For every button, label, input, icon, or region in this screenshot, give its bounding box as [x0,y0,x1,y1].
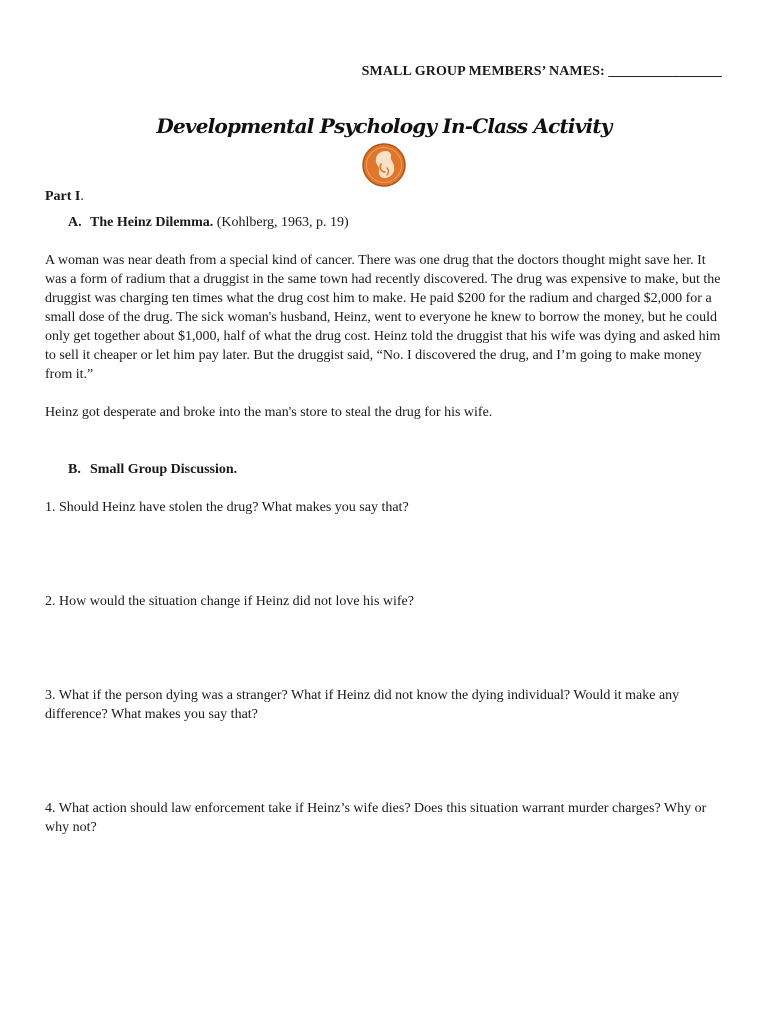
discussion-question-1: 1. Should Heinz have stolen the drug? What makes you say that? [45,500,409,515]
discussion-question-3: 3. What if the person dying was a stranger? What if Heinz did not know the dying individual? Would it make any difference? What makes you say that? [45,688,680,722]
heinz-story-paragraph: A woman was near death from a special kind of cancer. There was one drug that the doctors thought might save her. It was a form of radium that a druggist in the same town had recently discovered. The drug was expensive to make, but the druggist was charging ten times what the drug cost him to make. He paid $200 for the radium and charged $2,000 for a small dose of the drug. The sick woman's husband, Heinz, went to everyone he knew to borrow the money, but he could only get together about $1,000, half of what the drug cost. Heinz told the druggist that his wife was dying and asked him to sell it cheaper or let him pay later. But the druggist said, “No. I discovered the drug, and I’m going to make money from it.” [45,253,721,382]
section-a-citation: (Kohlberg, 1963, p. 19) [213,215,349,230]
part-heading [45,187,725,206]
heinz-story-ending: Heinz got desperate and broke into the man's store to steal the drug for his wife. [45,405,493,420]
section-b-letter: B. [68,462,81,477]
section-b-title: Small Group Discussion. [90,462,238,477]
group-members-names-line: SMALL GROUP MEMBERS’ NAMES: ________________ [361,64,722,79]
fetus-icon [362,142,406,188]
discussion-question-4: 4. What action should law enforcement take if Heinz’s wife dies? Does this situation warrant murder charges? Why or why not? [45,801,707,835]
section-a-heading [68,213,725,232]
section-b-heading [68,460,725,479]
section-a-letter: A. [68,215,82,230]
part-heading-label: Part I [45,189,81,204]
page-title: Developmental Psychology In-Class Activity [156,114,612,138]
part-heading-period: . [80,189,84,204]
discussion-question-2: 2. How would the situation change if Heinz did not love his wife? [45,594,414,609]
worksheet-content [45,187,725,837]
section-a-title: The Heinz Dilemma. [90,215,214,230]
